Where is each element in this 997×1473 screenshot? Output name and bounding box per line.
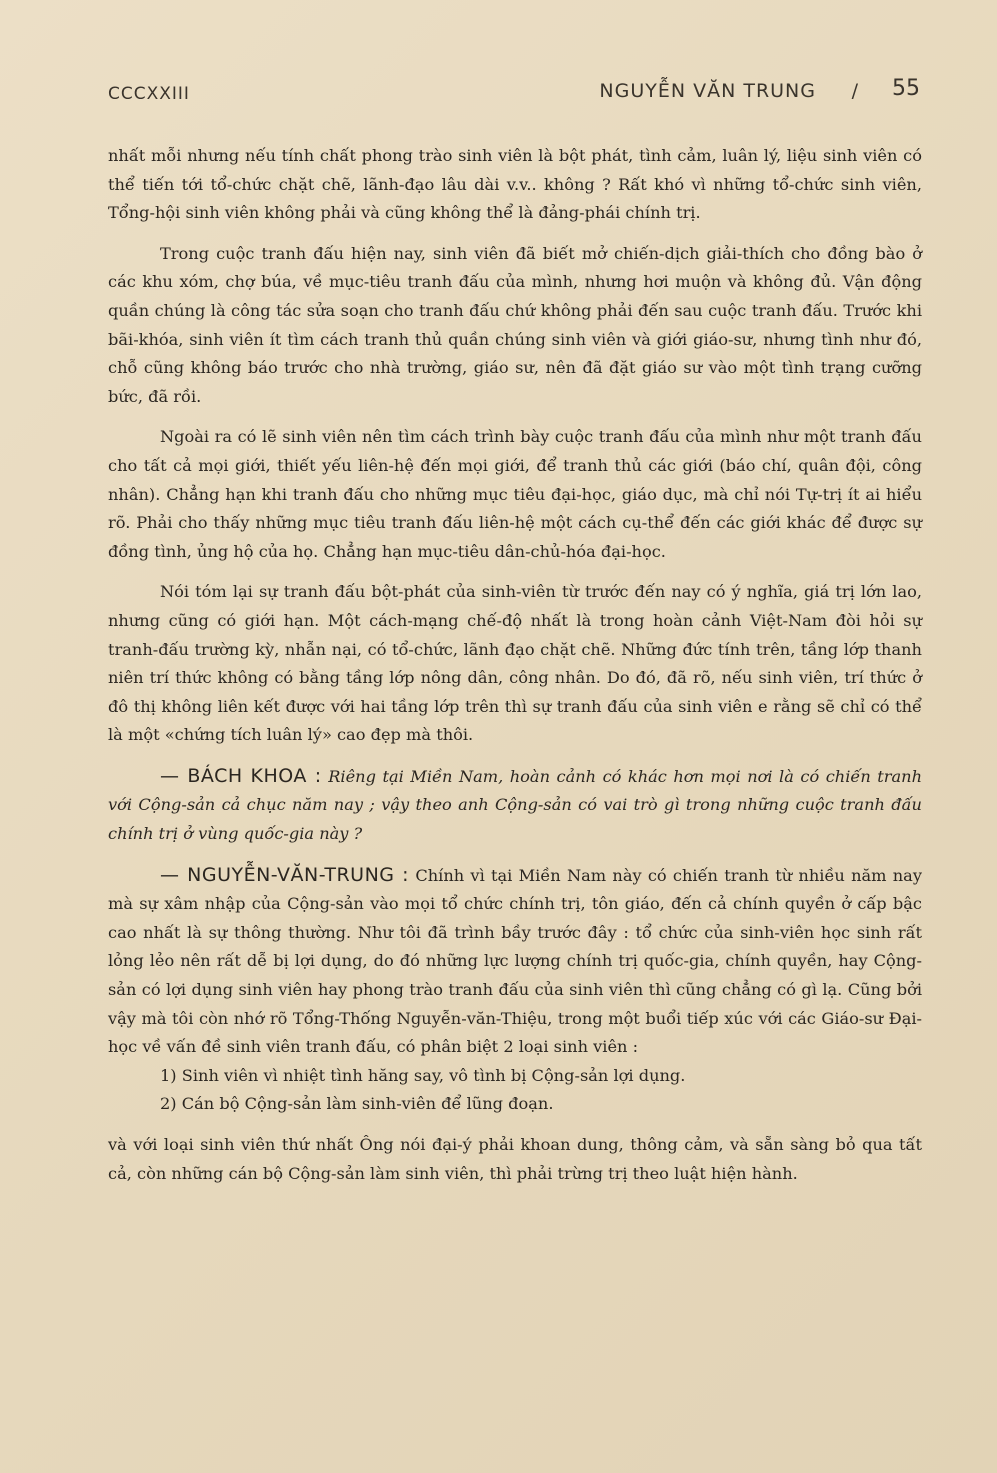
- question-text: Riêng tại Miền Nam, hoàn cảnh có khác hơn mọi nơi là có chiến tranh với Cộng-sản cả chục năm nay ; vậy theo anh Cộng-sản có vai trò gì trong những cuộc tranh đấu chính trị ở vùng quốc-gia này ?: [108, 766, 922, 844]
- folio-marker: CCCXXIII: [108, 84, 190, 104]
- list-item: 2) Cán bộ Cộng-sản làm sinh-viên để lũng đoạn.: [160, 1094, 554, 1114]
- interview-answer: [108, 861, 922, 1062]
- paragraph: Trong cuộc tranh đấu hiện nay, sinh viên đã biết mở chiến-dịch giải-thích cho đồng bào ở các khu xóm, chợ búa, về mục-tiêu tranh đấu của mình, nhưng hơi muộn và không đủ. Vận động quần chúng là công tác sửa soạn cho tranh đấu chứ không phải đến sau cuộc tranh đấu. Trước khi bãi-khóa, sinh viên ít tìm cách tranh thủ quần chúng sinh viên và giới giáo-sư, nhưng tình như đó, chỗ cũng không báo trước cho nhà trường, giáo sư, nên đã đặt giáo sư vào một tình trạng cưỡng bức, đã rồi.: [108, 243, 922, 406]
- paragraph: Ngoài ra có lẽ sinh viên nên tìm cách trình bày cuộc tranh đấu của mình như một tranh đấu cho tất cả mọi giới, thiết yếu liên-hệ đến mọi giới, để tranh thủ các giới (báo chí, quân đội, công nhân). Chẳng hạn khi tranh đấu cho những mục tiêu đại-học, giáo dục, mà chỉ nói Tự-trị ít ai hiểu rõ. Phải cho thấy những mục tiêu tranh đấu liên-hệ một cách cụ-thể đến các giới khác để được sự đồng tình, ủng hộ của họ. Chẳng hạn mục-tiêu dân-chủ-hóa đại-học.: [108, 427, 922, 561]
- speaker-label: — NGUYỄN-VĂN-TRUNG :: [160, 863, 410, 886]
- page-header: [108, 76, 920, 112]
- header-separator: /: [851, 80, 858, 102]
- list-item: 1) Sinh viên vì nhiệt tình hăng say, vô tình bị Cộng-sản lợi dụng.: [160, 1065, 686, 1085]
- page-number: 55: [892, 76, 920, 101]
- paragraph: Nói tóm lại sự tranh đấu bột-phát của sinh-viên từ trước đến nay có ý nghĩa, giá trị lớn lao, nhưng cũng có giới hạn. Một cách-mạng chế-độ nhất là trong hoàn cảnh Việt-Nam đòi hỏi sự tranh-đấu trường kỳ, nhẫn nại, có tổ-chức, lãnh đạo chặt chẽ. Những đức tính trên, tầng lớp thanh niên trí thức không có bằng tầng lớp nông dân, công nhân. Do đó, đã rõ, nếu sinh viên, trí thức ở đô thị không liên kết được với hai tầng lớp trên thì sự tranh đấu của sinh viên e rằng sẽ chỉ có thể là một «chứng tích luân lý» cao đẹp mà thôi.: [108, 582, 922, 745]
- running-title: NGUYỄN VĂN TRUNG: [599, 80, 816, 102]
- speaker-label: — BÁCH KHOA :: [160, 764, 322, 787]
- paragraph: nhất mỗi nhưng nếu tính chất phong trào sinh viên là bột phát, tình cảm, luân lý, liệu sinh viên có thể tiến tới tổ-chức chặt chẽ, lãnh-đạo lâu dài v.v.. không ? Rất khó vì những tổ-chức sinh viên, Tổng-hội sinh viên không phải và cũng không thể là đảng-phái chính trị.: [108, 146, 922, 223]
- closing-paragraph: và với loại sinh viên thứ nhất Ông nói đại-ý phải khoan dung, thông cảm, và sẵn sàng bỏ qua tất cả, còn những cán bộ Cộng-sản làm sinh viên, thì phải trừng trị theo luật hiện hành.: [108, 1135, 922, 1183]
- answer-text: Chính vì tại Miền Nam này có chiến tranh từ nhiều năm nay mà sự xâm nhập của Cộng-sản vào mọi tổ chức chính trị, tôn giáo, đến cả chính quyền ở cấp bậc cao nhất là sự thông thường. Như tôi đã trình bầy trước đây : tổ chức của sinh-viên học sinh rất lỏng lẻo nên rất dễ bị lợi dụng, do đó những lực lượng chính trị quốc-gia, chính quyền, hay Cộng-sản có lợi dụng sinh viên hay phong trào tranh đấu của sinh viên thì cũng chẳng có gì lạ. Cũng bởi vậy mà tôi còn nhớ rõ Tổng-Thống Nguyễn-văn-Thiệu, trong một buổi tiếp xúc với các Giáo-sư Đại-học về vấn đề sinh viên tranh đấu, có phân biệt 2 loại sinh viên :: [108, 865, 922, 1057]
- interview-question: [108, 762, 922, 849]
- body-text: [108, 142, 922, 1188]
